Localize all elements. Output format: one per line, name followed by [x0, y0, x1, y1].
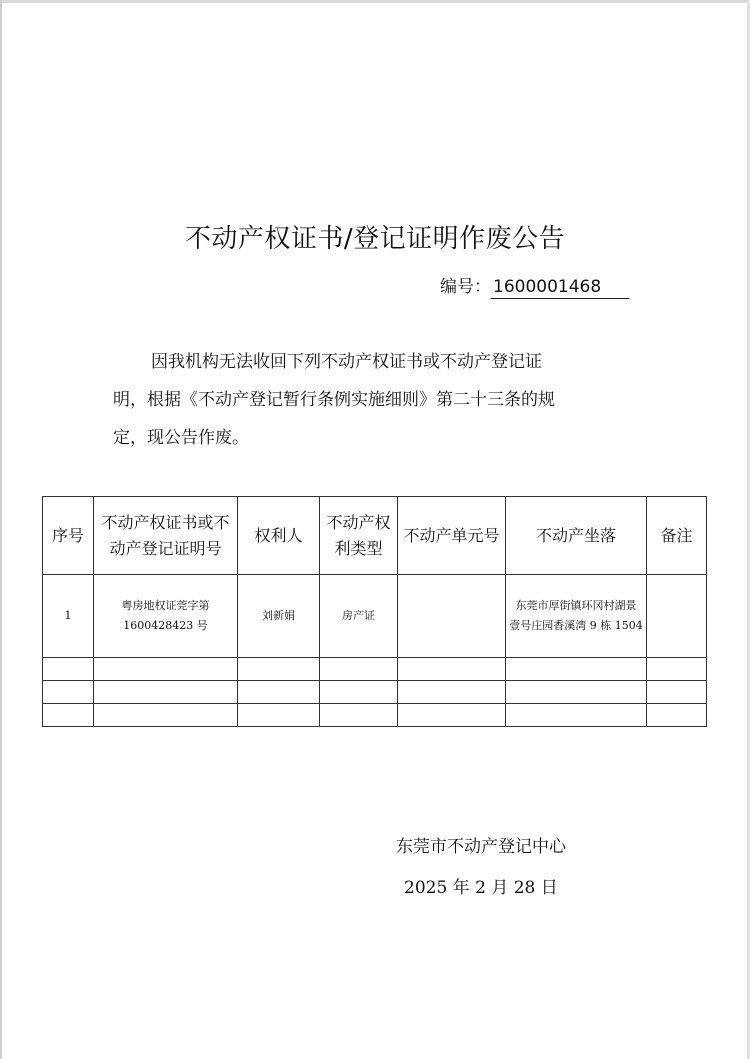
table-row-empty	[43, 658, 707, 681]
cell-right-type: 房产证	[320, 575, 398, 658]
issue-date	[404, 873, 558, 898]
table-header-row	[43, 497, 707, 575]
date-day: 28	[513, 878, 536, 898]
header-index: 序号	[43, 497, 94, 575]
notice-number-label: 编号：	[440, 277, 491, 297]
cell-certificate-number: 粤房地权证莞字第 1600428423 号	[94, 575, 238, 658]
cell-remark	[647, 575, 707, 658]
header-location: 不动产坐落	[506, 497, 647, 575]
header-remark: 备注	[647, 497, 707, 575]
cell-index: 1	[43, 575, 94, 658]
table-row-empty	[43, 704, 707, 727]
cell-unit-number	[398, 575, 506, 658]
notice-paragraph-line-2: 明，根据《不动产登记暂行条例实施细则》第二十三条的规	[113, 390, 555, 410]
date-month: 2	[475, 878, 486, 898]
table-row	[43, 575, 707, 658]
notice-number-value: 1600001468	[491, 277, 629, 299]
cell-owner: 刘新娟	[238, 575, 320, 658]
notice-number	[440, 272, 629, 299]
void-certificate-table	[42, 496, 707, 727]
scan-left-edge	[0, 0, 2, 1059]
header-owner: 权利人	[238, 497, 320, 575]
date-day-unit: 日	[540, 878, 558, 898]
header-unit-number: 不动产单元号	[398, 497, 506, 575]
date-year: 2025	[404, 878, 448, 898]
notice-paragraph-line-1: 因我机构无法收回下列不动产权证书或不动产登记证	[151, 352, 542, 372]
cell-location: 东莞市厚街镇环冈村湖景 壹号庄园香溪湾 9 栋 1504	[506, 575, 647, 658]
date-month-unit: 月	[491, 878, 509, 898]
scan-top-edge	[0, 0, 750, 3]
notice-title: 不动产权证书/登记证明作废公告	[184, 224, 566, 254]
notice-paragraph-line-3: 定，现公告作废。	[113, 428, 249, 448]
date-year-unit: 年	[452, 878, 470, 898]
issuer-name: 东莞市不动产登记中心	[396, 837, 566, 857]
header-certificate-number: 不动产权证书或不 动产登记证明号	[94, 497, 238, 575]
table-row-empty	[43, 681, 707, 704]
header-right-type: 不动产权 利类型	[320, 497, 398, 575]
